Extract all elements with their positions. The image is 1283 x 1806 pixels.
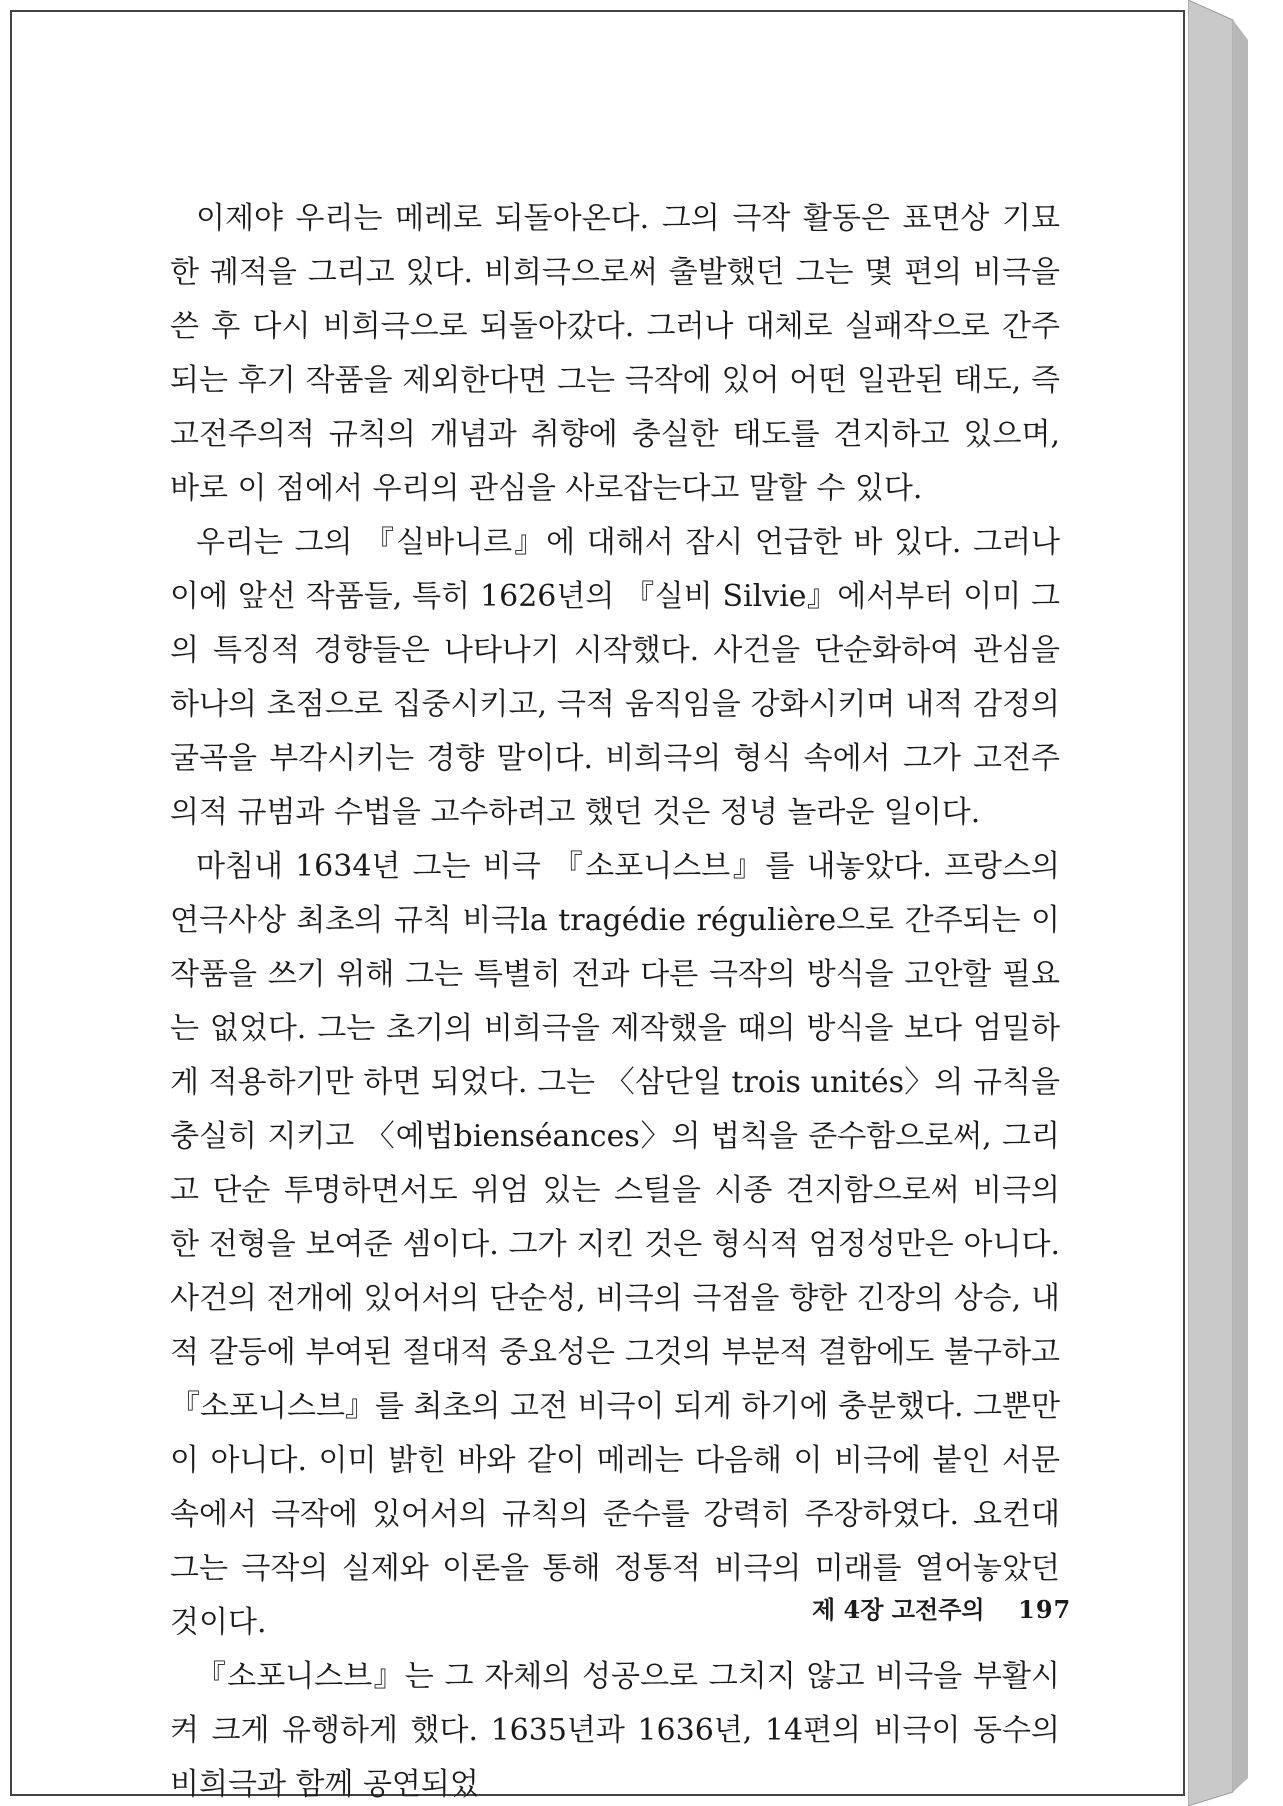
paragraph-1: 이제야 우리는 메레로 되돌아온다. 그의 극작 활동은 표면상 기묘한 궤적을 그리고 있다. 비희극으로써 출발했던 그는 몇 편의 비극을 쓴 후 다시 비희극으로 되돌아갔다. 그러나 대체로 실패작으로 간주되는 후기 작품을 제외한다면 그는 극작에 있어 어떤 일관된 태도, 즉 고전주의적 규칙의 개념과 취향에 충실한 태도를 견지하고 있으며, 바로 이 점에서 우리의 관심을 사로잡는다고 말할 수 있다. bbox=[170, 201, 1060, 506]
paragraph-2: 우리는 그의 『실바니르』에 대해서 잠시 언급한 바 있다. 그러나 이에 앞선 작품들, 특히 1626년의 『실비 Silvie』에서부터 이미 그의 특징적 경향들은 나타나기 시작했다. 사건을 단순화하여 관심을 하나의 초점으로 집중시키고, 극적 움직임을 강화시키며 내적 감정의 굴곡을 부각시키는 경향 말이다. 비희극의 형식 속에서 그가 고전주의적 규범과 수법을 고수하려고 했던 것은 정녕 놀라운 일이다. bbox=[170, 525, 1060, 830]
page-number: 197 bbox=[1018, 1595, 1072, 1624]
paragraph-4: 『소포니스브』는 그 자체의 성공으로 그치지 않고 비극을 부활시켜 크게 유행하게 했다. 1635년과 1636년, 14편의 비극이 동수의 비희극과 함께 공연되었 bbox=[170, 1659, 1060, 1802]
book-page-edge bbox=[1188, 0, 1283, 1806]
body-text bbox=[170, 192, 1060, 1806]
book-page bbox=[10, 10, 1185, 1802]
paragraph-3: 마침내 1634년 그는 비극 『소포니스브』를 내놓았다. 프랑스의 연극사상 최초의 규칙 비극la tragédie régulière으로 간주되는 이 작품을 쓰기 위해 그는 특별히 전과 다른 극작의 방식을 고안할 필요는 없었다. 그는 초기의 비희극을 제작했을 때의 방식을 보다 엄밀하게 적용하기만 하면 되었다. 그는 〈삼단일 trois unités〉의 규칙을 충실히 지키고 〈예법bienséances〉의 법칙을 준수함으로써, 그리고 단순 투명하면서도 위엄 있는 스틸을 시종 견지함으로써 비극의 한 전형을 보여준 셈이다. 그가 지킨 것은 형식적 엄정성만은 아니다. 사건의 전개에 있어서의 단순성, 비극의 극점을 향한 긴장의 상승, 내적 갈등에 부여된 절대적 중요성은 그것의 부분적 결함에도 불구하고 『소포니스브』를 최초의 고전 비극이 되게 하기에 충분했다. 그뿐만이 아니다. 이미 밝힌 바와 같이 메레는 다음해 이 비극에 붙인 서문 속에서 극작에 있어서의 규칙의 준수를 강력히 주장하였다. 요컨대 그는 극작의 실제와 이론을 통해 정통적 비극의 미래를 열어놓았던 것이다. bbox=[170, 849, 1060, 1640]
chapter-title: 제 4장 고전주의 bbox=[812, 1595, 985, 1624]
running-footer bbox=[812, 1590, 1071, 1625]
